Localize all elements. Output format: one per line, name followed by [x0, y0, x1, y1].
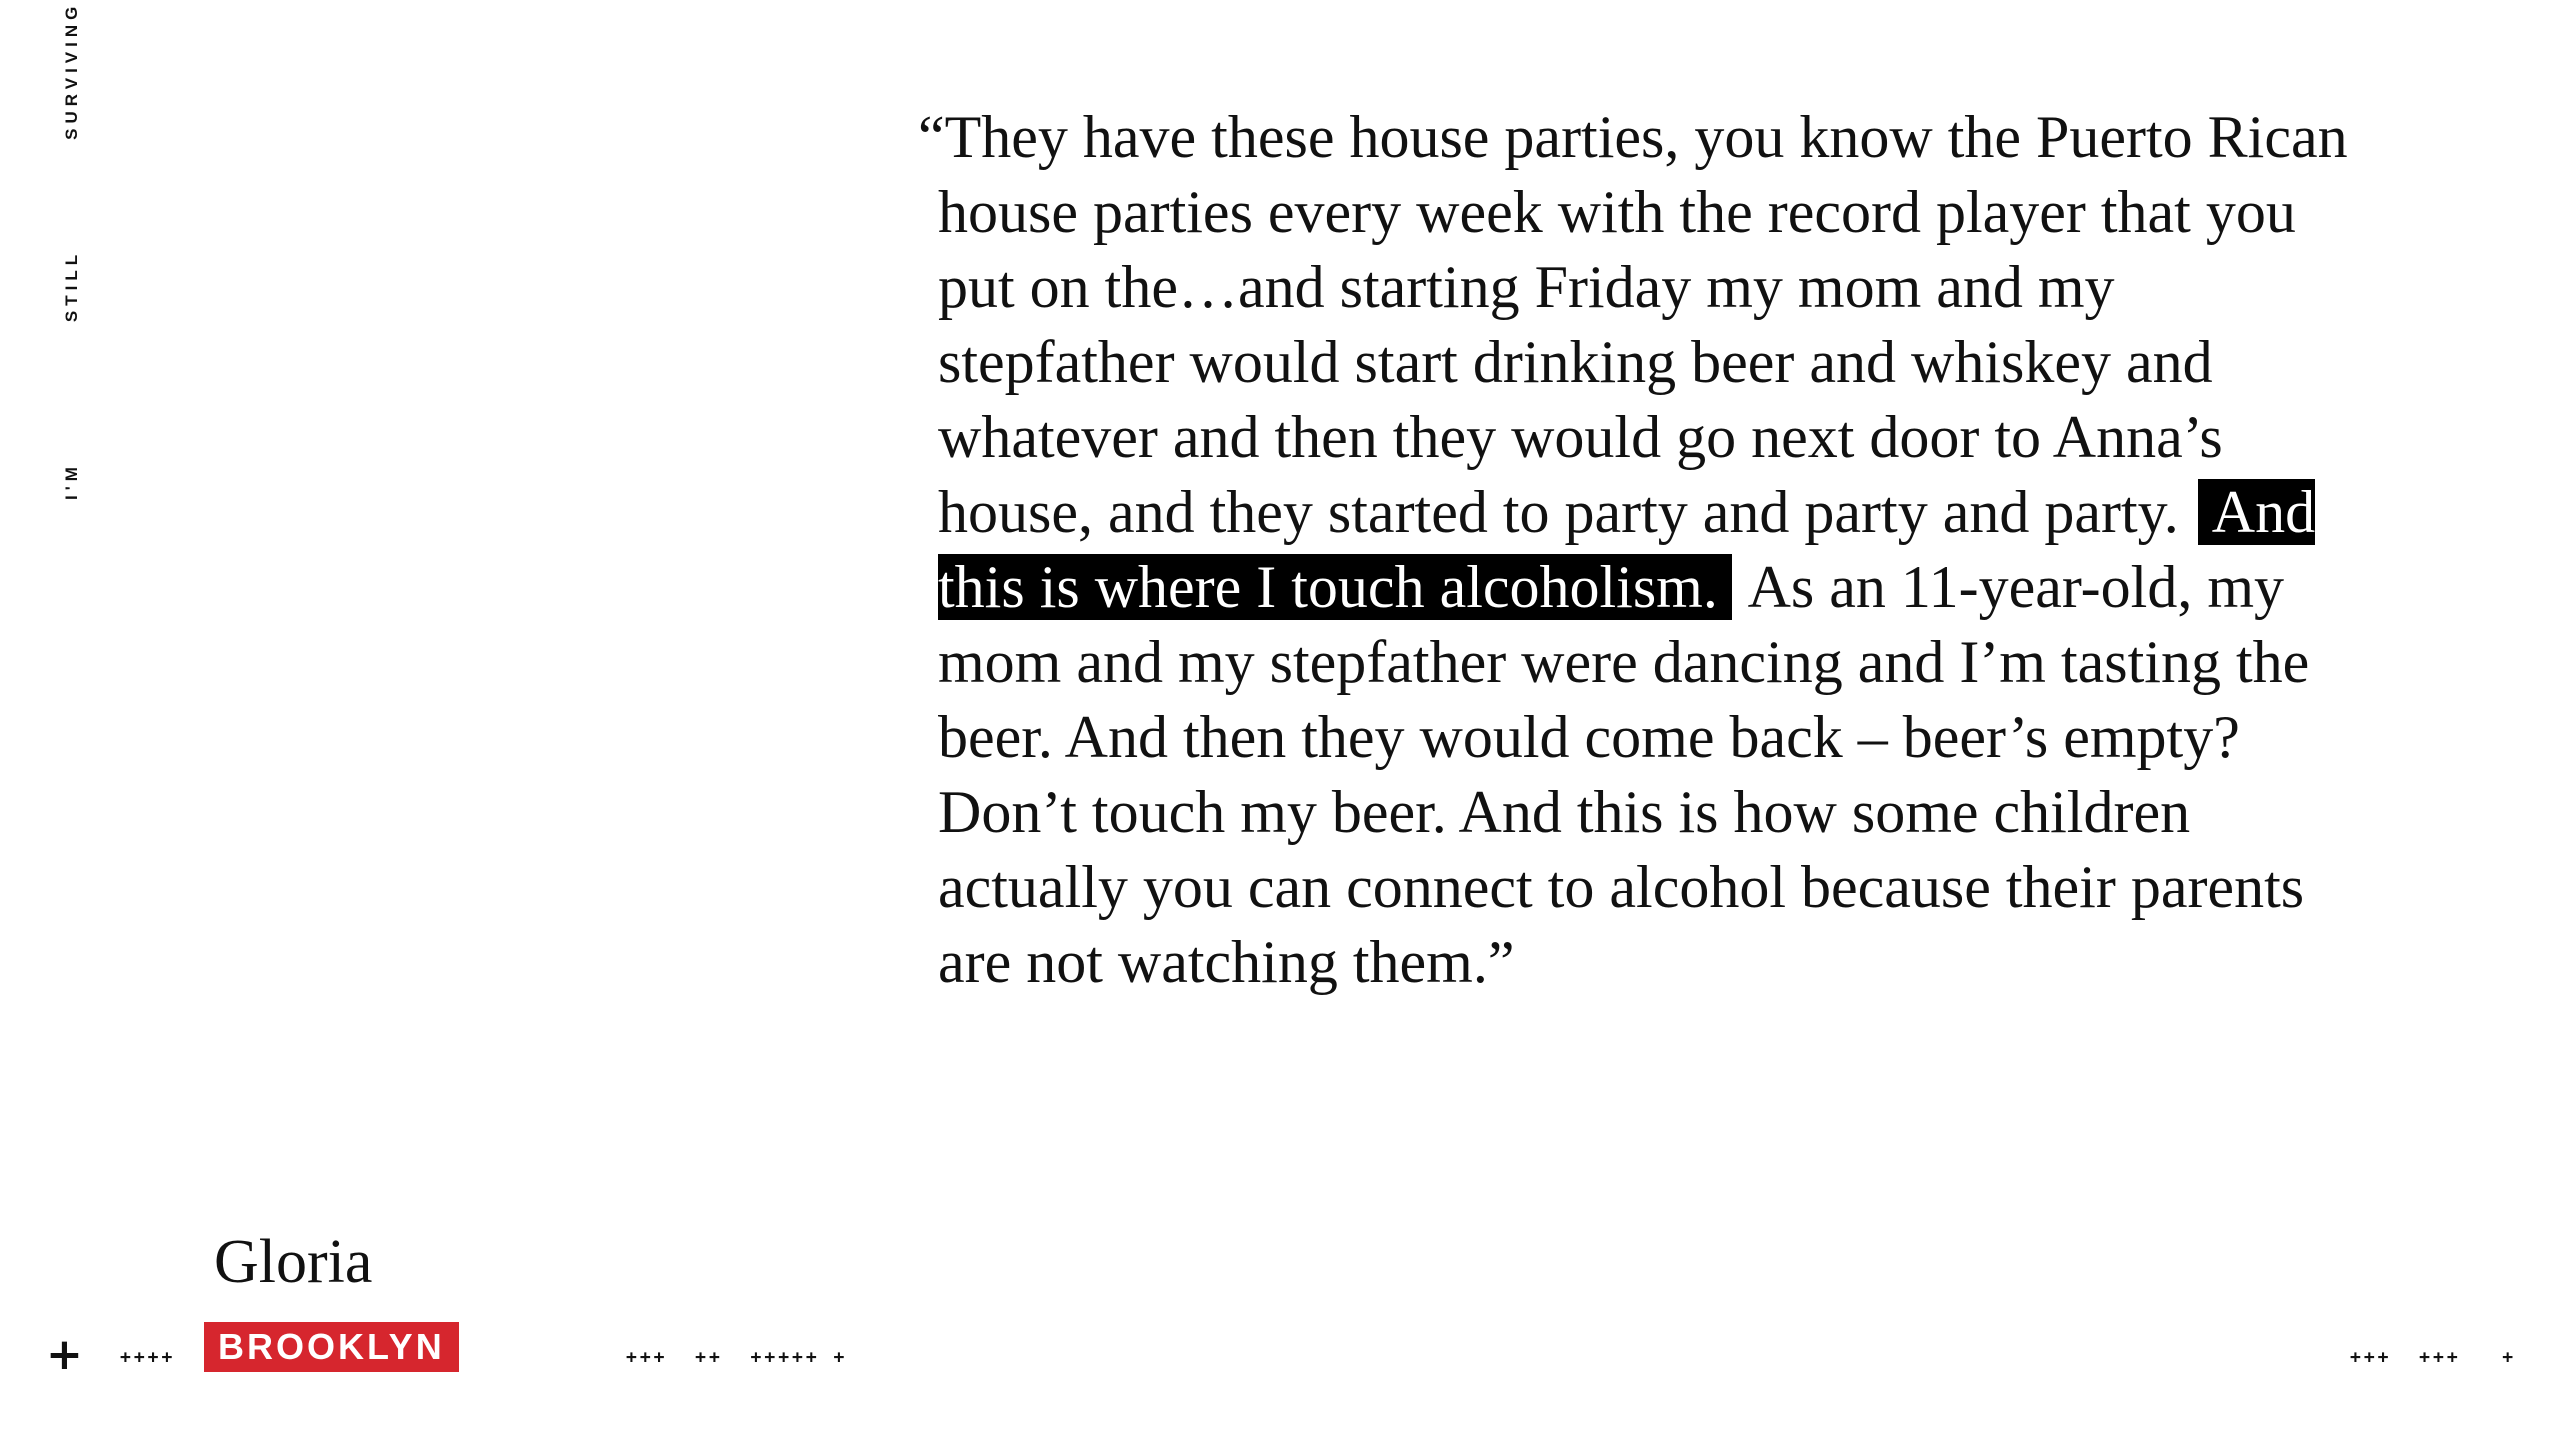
plus-decoration-2: +++ ++ +++++ +: [626, 1347, 848, 1368]
side-title-word-2: STILL: [62, 249, 81, 323]
plus-icon[interactable]: +: [46, 1329, 83, 1380]
side-title-word-1: I'M: [62, 462, 81, 500]
plus-decoration-3: +++ +++ +: [2350, 1347, 2517, 1368]
quote-text-before: “They have these house parties, you know the Puerto Rican house parties every week with the record player that you put on the…and starting Friday my mom and my stepfather would start drinking beer and whiskey and whatever and then they would go next door to Anna’s house, and they started to party and party and party.: [918, 104, 2348, 545]
person-name: Gloria: [214, 1228, 373, 1296]
quote-highlight: And this is where I touch alcoholism.: [938, 479, 2316, 620]
story-quote: [918, 100, 2358, 1000]
plus-decoration-1: ++++: [120, 1347, 176, 1368]
side-title-word-3: SURVIVING: [62, 1, 81, 140]
quote-text-after: As an 11-year-old, my mom and my stepfather were dancing and I’m tasting the beer. And then they would come back – beer’s empty? Don’t touch my beer. And this is how some children actually you can connect to alcohol because their parents are not watching them.”: [938, 554, 2310, 995]
side-title: [62, 2, 82, 500]
location-badge[interactable]: BROOKLYN: [204, 1322, 459, 1372]
